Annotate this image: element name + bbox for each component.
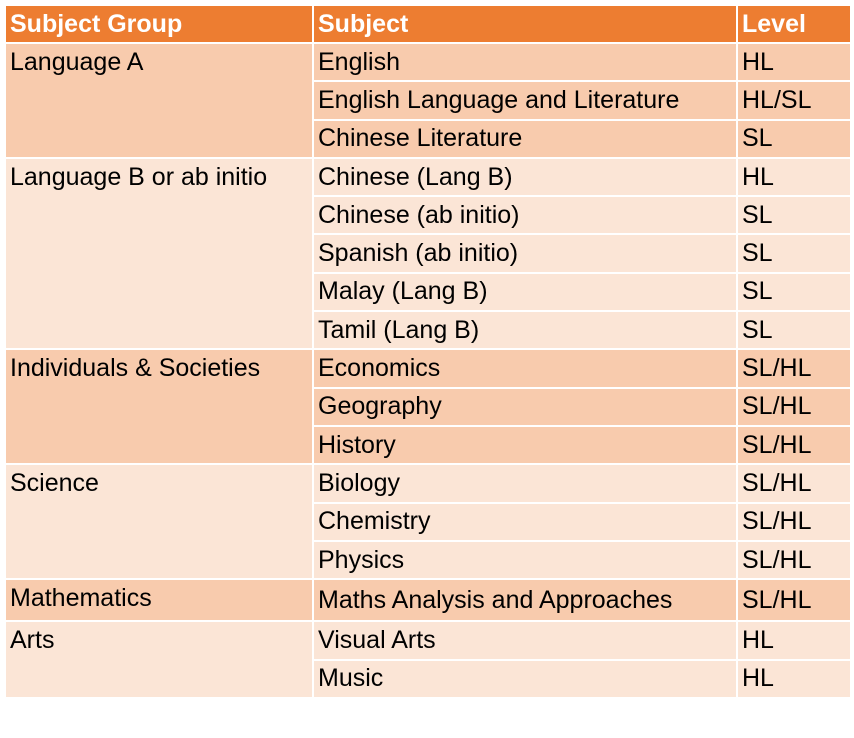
subject-cell: Maths Analysis and Approaches	[313, 579, 737, 621]
subject-cell: Visual Arts	[313, 621, 737, 659]
subject-cell: Spanish (ab initio)	[313, 234, 737, 272]
table-header	[5, 5, 851, 43]
subject-cell: Physics	[313, 541, 737, 579]
header-subject: Subject	[313, 5, 737, 43]
level-cell: SL	[737, 273, 851, 311]
subject-group-cell: Language B or ab initio	[5, 158, 313, 349]
table-row	[5, 349, 851, 387]
level-cell: HL	[737, 660, 851, 698]
level-cell: SL/HL	[737, 426, 851, 464]
subject-cell: History	[313, 426, 737, 464]
subject-cell: Tamil (Lang B)	[313, 311, 737, 349]
table-body	[5, 43, 851, 698]
subject-group-cell: Mathematics	[5, 579, 313, 621]
level-cell: SL/HL	[737, 503, 851, 541]
level-cell: HL/SL	[737, 81, 851, 119]
subject-cell: Malay (Lang B)	[313, 273, 737, 311]
level-cell: HL	[737, 158, 851, 196]
subject-group-cell: Arts	[5, 621, 313, 698]
header-row	[5, 5, 851, 43]
level-cell: SL/HL	[737, 388, 851, 426]
subject-cell: Geography	[313, 388, 737, 426]
subject-cell: Chinese Literature	[313, 120, 737, 158]
subjects-table	[4, 4, 852, 699]
subject-cell: Biology	[313, 464, 737, 502]
subject-group-cell: Science	[5, 464, 313, 579]
subject-cell: Chemistry	[313, 503, 737, 541]
header-subject-group: Subject Group	[5, 5, 313, 43]
table-row	[5, 464, 851, 502]
subject-cell: Chinese (Lang B)	[313, 158, 737, 196]
subject-cell: Economics	[313, 349, 737, 387]
subject-cell: Music	[313, 660, 737, 698]
table-row	[5, 158, 851, 196]
level-cell: SL/HL	[737, 349, 851, 387]
subject-cell: Chinese (ab initio)	[313, 196, 737, 234]
table-row	[5, 579, 851, 621]
level-cell: SL	[737, 234, 851, 272]
level-cell: SL/HL	[737, 541, 851, 579]
level-cell: HL	[737, 43, 851, 81]
level-cell: SL/HL	[737, 579, 851, 621]
table-row	[5, 621, 851, 659]
header-level: Level	[737, 5, 851, 43]
level-cell: SL/HL	[737, 464, 851, 502]
subject-cell: English Language and Literature	[313, 81, 737, 119]
level-cell: HL	[737, 621, 851, 659]
subject-group-cell: Individuals & Societies	[5, 349, 313, 464]
level-cell: SL	[737, 196, 851, 234]
subject-group-cell: Language A	[5, 43, 313, 158]
table-row	[5, 43, 851, 81]
level-cell: SL	[737, 120, 851, 158]
level-cell: SL	[737, 311, 851, 349]
subject-cell: English	[313, 43, 737, 81]
